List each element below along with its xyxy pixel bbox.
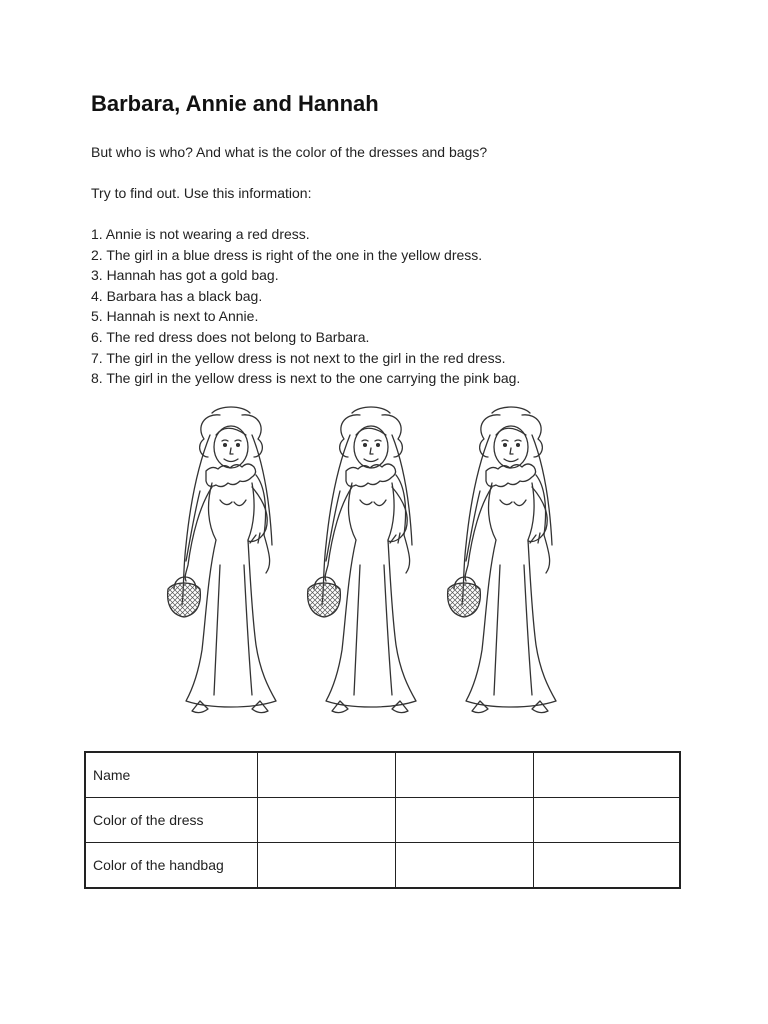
table-row — [85, 752, 680, 798]
instruction-text: Try to find out. Use this information: — [91, 185, 312, 201]
clue-item: 6. The red dress does not belong to Barbara. — [91, 328, 370, 345]
clue-item: 4. Barbara has a black bag. — [91, 287, 263, 304]
clue-item: 3. Hannah has got a gold bag. — [91, 267, 279, 284]
answer-cell[interactable] — [258, 843, 396, 889]
row-label: Name — [85, 752, 258, 798]
answer-cell[interactable] — [258, 752, 396, 798]
girl-figure-2 — [300, 405, 440, 720]
worksheet-title: Barbara, Annie and Hannah — [91, 91, 379, 116]
answer-cell[interactable] — [395, 798, 533, 843]
clue-item: 8. The girl in the yellow dress is next to the one carrying the pink bag. — [91, 370, 521, 387]
clue-item: 5. Hannah is next to Annie. — [91, 308, 259, 325]
intro-text: But who is who? And what is the color of the dresses and bags? — [91, 144, 488, 160]
answer-cell[interactable] — [258, 798, 396, 843]
table-row — [85, 843, 680, 889]
answer-cell[interactable] — [533, 798, 680, 843]
clue-item: 2. The girl in a blue dress is right of the one in the yellow dress. — [91, 246, 483, 263]
answer-cell[interactable] — [395, 843, 533, 889]
answer-cell[interactable] — [395, 752, 533, 798]
answer-table — [84, 751, 681, 889]
answer-cell[interactable] — [533, 843, 680, 889]
answer-cell[interactable] — [533, 752, 680, 798]
table-row — [85, 798, 680, 843]
clue-item: 7. The girl in the yellow dress is not next to the girl in the red dress. — [91, 349, 506, 366]
girl-figure-1 — [160, 405, 300, 720]
girl-figure-3 — [440, 405, 580, 720]
clue-item: 1. Annie is not wearing a red dress. — [91, 226, 310, 242]
girls-illustration — [160, 405, 580, 720]
row-label: Color of the dress — [85, 798, 258, 843]
clue-list — [91, 224, 520, 389]
row-label: Color of the handbag — [85, 843, 258, 889]
